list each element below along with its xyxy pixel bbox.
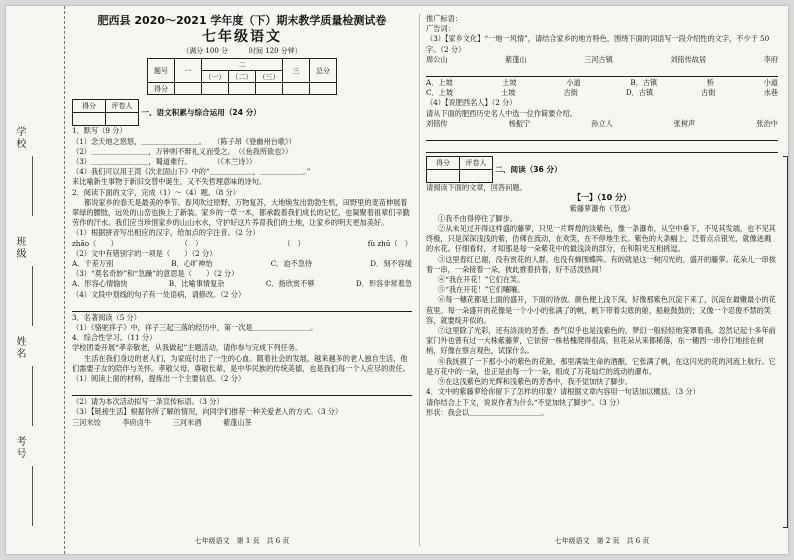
question-1 bbox=[72, 126, 412, 187]
score-table-row bbox=[148, 83, 337, 95]
exam-sheet bbox=[6, 6, 788, 554]
score-cell[interactable] bbox=[202, 83, 229, 95]
question-line: （3）【家乡文化】“一地一风情”，请结合家乡的地方特色，围绕下面的词语写一段介绍性的文字，不少于 50 字。（2 分） bbox=[426, 34, 770, 54]
question-line: （2）文中有错别字的一项是（ ）（2 分） bbox=[72, 248, 217, 258]
question-line: （4）【说肥西名人】（2 分） bbox=[426, 98, 517, 108]
score-cell: 得分 bbox=[148, 83, 175, 95]
score-cell: （一） bbox=[202, 71, 229, 83]
reading-part-title: 【一】（10 分） bbox=[573, 193, 631, 203]
question-line: （1）《骆驼祥子》中，祥子三起三落的经历中，第一次是＿＿＿＿＿＿＿＿。 bbox=[72, 323, 318, 333]
gutter-line bbox=[32, 156, 33, 216]
passage-paragraph: ②从未见过开得这样盛的藤萝，只见一片辉煌的淡紫色，像一条瀑布，从空中垂下，不见其发端，也不见其终极，只是深深浅浅的紫，仿佛在流动，在欢笑，在不停地生长。紫色的大条幅上，泛着点点银光，就像迸溅的水花。仔细看时，才知那是每一朵紫花中的最浅淡的部分，在和阳光互相挑逗。 bbox=[426, 224, 776, 254]
reading-passage: 都说家乡的春天是最美的季节。春风吹过原野，万物复苏，大地焕发出勃勃生机，田野里的麦苗伸展着翠绿的腰肢，远处的山峦也换上了新装。家乡的一草一木，都承载着我们成长的记忆，也凝聚着祖辈们辛勤劳作的汗水。我们应当珍惜家乡的山山水水，守护好这片养育我们的土地，让家乡的明天更加美好。 bbox=[72, 197, 410, 228]
options-table-row bbox=[426, 78, 778, 88]
question-line: （4）文段中划线的句子有一处语病，请修改。（2 分） bbox=[72, 289, 246, 299]
score-cell[interactable] bbox=[310, 83, 337, 95]
place-name: 周公山 bbox=[426, 54, 448, 64]
passage-paragraph: ⑨在这浅紫色的光辉和浅紫色的芳香中，我不觉加快了脚步。 bbox=[438, 377, 633, 387]
score-table bbox=[147, 58, 337, 95]
option-cell[interactable]: D．古镇 bbox=[625, 88, 654, 98]
grader-score-field[interactable] bbox=[427, 170, 460, 183]
score-cell: 三 bbox=[283, 59, 310, 83]
question-line: 4．文中的紫藤萝给你留下了怎样的印象？请根据文章内容用一句话加以概括。（3 分） bbox=[426, 387, 700, 397]
options-row bbox=[72, 259, 412, 269]
question-line: （2）请为本次活动拟写一条宣传标语。（3 分） bbox=[72, 397, 224, 407]
options-row bbox=[72, 279, 412, 289]
option-item[interactable]: C．指欣赏不够 bbox=[265, 279, 315, 289]
score-cell[interactable] bbox=[229, 83, 256, 95]
question-line: （3）＿＿＿＿＿＿＿＿，蜀道难行。 （《木兰诗》） bbox=[72, 157, 257, 167]
question-line: 来比喻新生事物于新旧交替中诞生，又不失哲理意味的诗句。 bbox=[72, 177, 267, 187]
option-cell[interactable]: B．古镇 bbox=[630, 78, 658, 88]
option-item[interactable]: B．心旷神怡 bbox=[171, 259, 213, 269]
option-cell: 土坡 bbox=[502, 78, 517, 88]
person-name: 孙立人 bbox=[591, 118, 613, 128]
person-name: 刘铭传 bbox=[426, 118, 448, 128]
option-cell: 土坡 bbox=[501, 88, 516, 98]
gutter-label-name: 姓名 bbox=[14, 336, 25, 360]
options-table bbox=[426, 78, 778, 98]
passage-paragraph: ⑤“我在开花！”它们嚷嚷。 bbox=[438, 285, 525, 295]
question-title: 3．名著阅读（5 分） bbox=[72, 312, 141, 322]
answer-line[interactable] bbox=[426, 130, 778, 141]
score-cell: 一 bbox=[175, 59, 202, 83]
grader-name-field[interactable] bbox=[106, 113, 139, 126]
person-name: 杨振宁 bbox=[508, 118, 531, 128]
score-cell: 总分 bbox=[310, 59, 337, 83]
score-cell[interactable] bbox=[283, 83, 310, 95]
section-2-heading: 二、阅读（36 分） bbox=[495, 164, 562, 174]
page-divider bbox=[419, 14, 420, 546]
option-item[interactable]: C．迫不急待 bbox=[270, 259, 313, 269]
pinyin-item[interactable]: fù zhū（ ） bbox=[367, 238, 412, 248]
page-footer: 七年级语文 第 2 页 共 6 页 bbox=[554, 536, 650, 545]
question-line: （1）念天地之悠悠，＿＿＿＿＿＿＿＿。 （陈子昂《登幽州台歌》） bbox=[72, 136, 296, 146]
passage-paragraph: ⑦这里除了光彩，还有淡淡的芳香。香气似乎也是浅紫色的，梦幻一般轻轻地笼罩着我。忽然记起十多年前家门外也曾有过一大株紫藤萝，它依傍一株枯槐爬得很高，但花朵从来都稀落，东一穗西一串伶仃地挂在树梢，好像在察言观色，试探什么。 bbox=[426, 326, 776, 356]
question-2 bbox=[72, 188, 412, 312]
score-cell: （三） bbox=[256, 71, 283, 83]
question-line: （1）阅读上面的材料，提炼出一个主要信息。（2 分） bbox=[72, 374, 246, 384]
score-cell[interactable] bbox=[256, 83, 283, 95]
section-intro: 请阅读下面的文章，回答问题。 bbox=[426, 183, 527, 193]
grader-label: 评卷人 bbox=[460, 157, 493, 170]
option-item[interactable]: A．形容心情愉快 bbox=[72, 279, 128, 289]
grader-label: 得分 bbox=[73, 100, 106, 113]
grader-label: 评卷人 bbox=[106, 100, 139, 113]
question-title: 2．阅读下面的文字，完成（1）～（4）题。（8 分） bbox=[72, 187, 240, 197]
right-margin-bracket bbox=[783, 156, 788, 528]
option-cell: 水巷 bbox=[763, 88, 778, 98]
question-line: （4）我们可以用王湾《次北固山下》中的“＿＿＿＿＿＿，＿＿＿＿＿＿。” bbox=[72, 167, 311, 177]
question-line: （3）“莫名奇妙”和“急躁”的意思是（ ）（2 分） bbox=[72, 269, 239, 279]
gutter-label-number: 考号 bbox=[14, 436, 25, 460]
passage-paragraph: ③这里春红已谢，没有赏花的人群，也没有蜂围蝶阵。有的就是这一树闪光的、盛开的藤萝。花朵儿一串挨着一串，一朵接着一朵，彼此推着挤着，好不活泼热闹！ bbox=[426, 254, 776, 274]
option-cell: 古街 bbox=[563, 88, 578, 98]
passage-paragraph: ①我不由得停住了脚步。 bbox=[438, 213, 518, 223]
grader-score-field[interactable] bbox=[73, 113, 106, 126]
option-cell: 小道 bbox=[566, 78, 581, 88]
answer-line[interactable] bbox=[72, 385, 412, 396]
passage-title: 紫藤萝瀑布（节选） bbox=[569, 203, 635, 213]
option-item[interactable]: A．千差万别 bbox=[72, 259, 114, 269]
place-name: 刘铭传故居 bbox=[670, 54, 707, 64]
score-cell: （二） bbox=[229, 71, 256, 83]
option-item[interactable]: D．刻不容缓 bbox=[370, 259, 412, 269]
gutter-line bbox=[32, 266, 33, 326]
grader-box bbox=[426, 156, 493, 183]
question-title: 1．默写（9 分） bbox=[72, 126, 127, 136]
page-footer: 七年级语文 第 1 页 共 6 页 bbox=[194, 536, 290, 545]
grader-name-field[interactable] bbox=[460, 170, 493, 183]
person-name: 张树声 bbox=[673, 118, 696, 128]
place-name: 紫蓬山 bbox=[505, 54, 527, 64]
names-row bbox=[426, 119, 778, 129]
gutter-line bbox=[32, 466, 33, 526]
option-cell: 桥 bbox=[706, 78, 714, 88]
person-name: 张治中 bbox=[756, 118, 778, 128]
reading-passage bbox=[426, 214, 778, 387]
question-line: 三河米饺 李府卤牛 三河米酒 紫蓬山茶 bbox=[72, 417, 252, 427]
exam-title: 肥西县 2020～2021 学年度（下）期末教学质量检测试卷 bbox=[97, 14, 387, 27]
pinyin-row bbox=[72, 239, 412, 249]
passage-paragraph: ④“我在开花！”它们在笑。 bbox=[438, 275, 525, 285]
place-name: 李府 bbox=[763, 54, 778, 64]
question-line: 请从下面的肥西历史名人中选一位作简要介绍。 bbox=[426, 108, 577, 118]
binding-gutter bbox=[6, 6, 65, 554]
exam-meta: （满分 100 分 时间 120 分钟） bbox=[182, 47, 302, 55]
options-table-row bbox=[426, 88, 778, 98]
answer-line[interactable] bbox=[426, 66, 778, 77]
option-cell: 小道 bbox=[763, 78, 778, 88]
grader-box bbox=[72, 99, 139, 126]
question-line: 请你结合上下文，说说作者为什么“不觉加快了脚步”。（3 分） bbox=[426, 397, 624, 407]
question-4 bbox=[72, 333, 412, 428]
grader-label: 得分 bbox=[427, 157, 460, 170]
question-line: 广告词： bbox=[426, 24, 455, 34]
pinyin-item[interactable]: （ ） bbox=[283, 238, 305, 248]
option-item[interactable]: D．形容非常着急 bbox=[355, 279, 412, 289]
pinyin-item[interactable]: zhāo（ ） bbox=[72, 238, 118, 248]
gutter-line bbox=[32, 366, 33, 426]
answer-line[interactable] bbox=[72, 301, 412, 312]
answer-line[interactable] bbox=[426, 142, 778, 153]
place-name: 三河古镇 bbox=[584, 54, 613, 64]
option-item[interactable]: B．比喻事情复杂 bbox=[168, 279, 225, 289]
reading-passage: 生活在我们身边的老人们，为家庭付出了一生的心血。随着社会的发展，越来越多的老人独自生活，他们需要子女的陪伴与关怀。孝敬父母、尊敬长辈，是中华民族的传统美德，也是我们每一个人应尽的责任。 bbox=[72, 353, 410, 373]
question-line: （3）【链接生活】根据你所了解的情况，向同学们推荐一种关爱老人的方式。（3 分） bbox=[72, 407, 343, 417]
passage-paragraph: ⑥每一穗花都是上面的盛开，下面的待放。颜色便上浅下深，好像那紫色沉淀下来了，沉淀在最嫩最小的花苞里。每一朵盛开的花像是一个小小的张满了的帆，帆下带着尖底的舱，船舱鼓鼓的；又像一个忍俊不禁的笑容，就要绽开似的。 bbox=[426, 295, 776, 325]
section-1-heading: 一、语文积累与综合运用（24 分） bbox=[141, 107, 261, 117]
passage-paragraph: ⑧我抚摸了一下那小小的紫色的花舱，那里满装生命的酒酿，它张满了帆，在这闪光的花的河流上航行。它是万花中的一朵，也正是由每一个一朵，组成了万花灿烂的流动的瀑布。 bbox=[426, 356, 776, 376]
page-1 bbox=[72, 14, 412, 546]
question-line: （1）根据拼音写出相应的汉字，给加点的字注音。（2 分） bbox=[72, 228, 260, 238]
gutter-label-school: 学校 bbox=[14, 126, 25, 150]
option-cell[interactable]: C．上坡 bbox=[426, 88, 454, 98]
score-cell[interactable] bbox=[175, 83, 202, 95]
option-cell[interactable]: A．上坡 bbox=[426, 78, 453, 88]
pinyin-item[interactable]: （ ） bbox=[180, 238, 221, 248]
question-3 bbox=[72, 313, 412, 333]
question-line: 学校团委开展“孝亲敬老，从我做起”主题活动，请你参与完成下列任务。 bbox=[72, 343, 303, 353]
gutter-label-class: 班级 bbox=[14, 236, 25, 260]
score-table-row bbox=[148, 59, 337, 71]
score-cell: 二 bbox=[202, 59, 283, 71]
score-cell: 题号 bbox=[148, 59, 175, 83]
question-title: 4．综合性学习。（11 分） bbox=[72, 333, 157, 343]
option-cell: 古街 bbox=[701, 88, 716, 98]
question-line: 形状：我会以＿＿＿＿＿＿＿＿＿＿。 bbox=[426, 407, 549, 417]
page-2 bbox=[426, 14, 778, 546]
question-line: （2）＿＿＿＿＿＿＿＿，万钟则不辩礼义而受之。 （《鱼我所欲也》） bbox=[72, 146, 293, 156]
place-names-row bbox=[426, 55, 778, 65]
subject-title: 七年级语文 bbox=[202, 29, 282, 45]
question-line: 推广标语： bbox=[426, 14, 462, 23]
